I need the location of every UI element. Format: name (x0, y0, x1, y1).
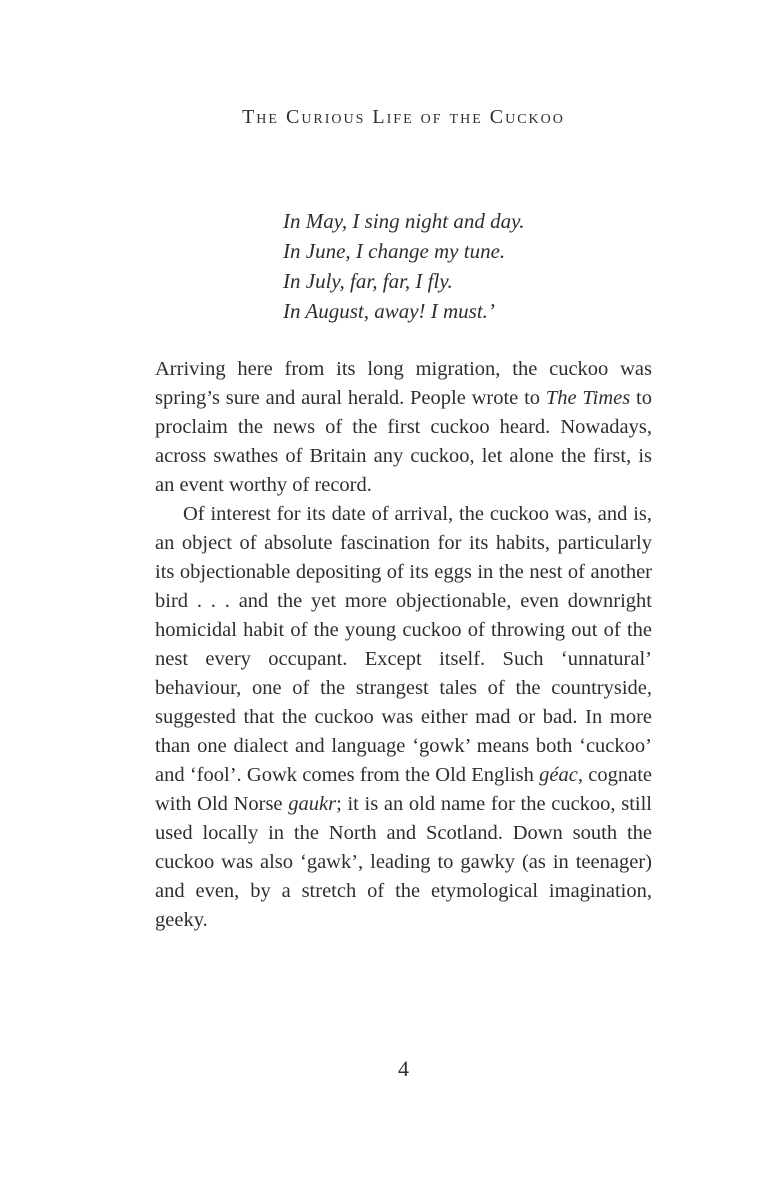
poem-line: In July, far, far, I fly. (283, 269, 453, 293)
poem-line: In August, away! I must.’ (283, 299, 495, 323)
text-run: Arriving here from its long migration, the cuckoo was spring’s sure and aural herald. People wrote to (155, 358, 652, 409)
paragraph (155, 500, 652, 935)
italic-text-run: gaukr (288, 793, 337, 815)
poem-line: In June, I change my tune. (283, 239, 506, 263)
text-run: Of interest for its date of arrival, the cuckoo was, and is, an object of absolute fascination for its habits, particularly its objectionable depositing of its eggs in the nest of another bird . . . and the yet more objectionable, even downright homicidal habit of the young cuckoo of throwing out of the nest every occupant. Except itself. Such ‘unnatural’ behaviour, one of the strangest tales of the countryside, suggested that the cuckoo was either mad or bad. In more than one dialect and language ‘gowk’ means both ‘cuckoo’ and ‘fool’. Gowk comes from the Old English (155, 503, 652, 786)
italic-text-run: The Times (545, 387, 631, 409)
paragraph (155, 355, 652, 500)
poem-block (283, 206, 524, 326)
text-run: , cognate with Old Norse (155, 764, 652, 815)
text-run: to proclaim the news of the first cuckoo heard. Nowadays, across swathes of Britain any cuckoo, let alone the first, is an event worthy of record. (155, 387, 652, 496)
body-text (155, 355, 652, 935)
page-number: 4 (398, 1056, 409, 1081)
running-header: The Curious Life of the Cuckoo (242, 106, 565, 128)
italic-text-run: géac (539, 764, 578, 786)
text-run: ; it is an old name for the cuckoo, still used locally in the North and Scotland. Down south the cuckoo was also ‘gawk’, leading to gawky (as in teenager) and even, by a stretch of the etymological imagination, geeky. (155, 793, 653, 931)
poem-line: In May, I sing night and day. (283, 209, 525, 233)
